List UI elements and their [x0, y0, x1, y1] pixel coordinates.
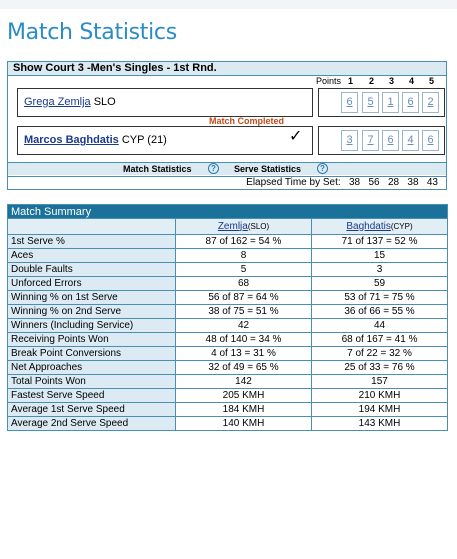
stat-label: Unforced Errors	[8, 277, 176, 291]
stat-value-player-2: 53 of 71 = 75 %	[312, 291, 448, 305]
table-row	[8, 333, 448, 347]
player-1-set-1[interactable]: 6	[341, 92, 358, 113]
stat-value-player-1: 140 KMH	[176, 417, 312, 431]
table-row	[8, 291, 448, 305]
table-row	[8, 277, 448, 291]
stat-label: Winning % on 2nd Serve	[8, 305, 176, 319]
elapsed-set-3: 28	[387, 177, 400, 188]
player-1-country: SLO	[93, 96, 116, 108]
match-header: Show Court 3 -Men's Singles - 1st Rnd.	[8, 62, 446, 76]
elapsed-time-row	[8, 176, 446, 189]
set-number-5: 5	[429, 76, 435, 86]
stat-value-player-1: 87 of 162 = 54 %	[176, 235, 312, 249]
stats-links-bar	[8, 162, 446, 175]
summary-player-1	[176, 219, 312, 235]
match-stats-help-icon[interactable]: ?	[208, 163, 219, 174]
elapsed-set-5: 43	[426, 177, 438, 188]
player-2-set-2[interactable]: 7	[362, 130, 379, 151]
summary-header-row	[8, 205, 448, 219]
match-statistics-link[interactable]: Match Statistics	[123, 164, 192, 174]
table-row	[8, 263, 448, 277]
player-2-country: CYP (21)	[121, 134, 167, 146]
table-row	[8, 319, 448, 333]
table-row	[8, 347, 448, 361]
winner-check-icon: ✓	[289, 128, 303, 145]
serve-statistics-link[interactable]: Serve Statistics	[234, 164, 302, 174]
player-1-set-3[interactable]: 1	[382, 92, 399, 113]
stat-value-player-1: 184 KMH	[176, 403, 312, 417]
player-2-set-3[interactable]: 6	[382, 130, 399, 151]
set-number-2: 2	[369, 76, 375, 86]
summary-player-2	[312, 219, 448, 235]
stat-label: Total Points Won	[8, 375, 176, 389]
summary-player-row	[8, 219, 448, 235]
stat-value-player-2: 71 of 137 = 52 %	[312, 235, 448, 249]
stat-value-player-1: 4 of 13 = 31 %	[176, 347, 312, 361]
stat-value-player-2: 36 of 66 = 55 %	[312, 305, 448, 319]
stat-value-player-1: 68	[176, 277, 312, 291]
stat-value-player-2: 44	[312, 319, 448, 333]
stat-value-player-2: 210 KMH	[312, 389, 448, 403]
player-1-set-2[interactable]: 5	[362, 92, 379, 113]
stat-value-player-2: 68 of 167 = 41 %	[312, 333, 448, 347]
stat-value-player-1: 38 of 75 = 51 %	[176, 305, 312, 319]
match-status: Match Completed	[209, 116, 285, 126]
serve-stats-help-icon[interactable]: ?	[317, 163, 328, 174]
stat-value-player-2: 7 of 22 = 32 %	[312, 347, 448, 361]
player-2-link[interactable]: Marcos Baghdatis	[24, 134, 119, 146]
summary-player-1-country: (SLO)	[247, 221, 270, 231]
summary-player-2-country: (CYP)	[390, 221, 413, 231]
elapsed-set-4: 38	[407, 177, 419, 188]
player-1-scores	[318, 88, 445, 117]
stat-label: Receiving Points Won	[8, 333, 176, 347]
stat-label: 1st Serve %	[8, 235, 176, 249]
page-title: Match Statistics	[7, 20, 177, 45]
player-1-link[interactable]: Grega Zemlja	[24, 96, 91, 108]
table-row	[8, 417, 448, 431]
top-bar	[0, 0, 457, 9]
stat-label: Winning % on 1st Serve	[8, 291, 176, 305]
stat-value-player-1: 142	[176, 375, 312, 389]
table-row	[8, 305, 448, 319]
match-summary-table	[7, 204, 448, 431]
player-1-set-4[interactable]: 6	[402, 92, 419, 113]
set-number-1: 1	[348, 76, 354, 86]
player-1-set-5[interactable]: 2	[422, 92, 439, 113]
stat-value-player-1: 205 KMH	[176, 389, 312, 403]
set-number-3: 3	[389, 76, 395, 86]
stat-value-player-1: 48 of 140 = 34 %	[176, 333, 312, 347]
stat-value-player-2: 59	[312, 277, 448, 291]
player-2-set-1[interactable]: 3	[341, 130, 358, 151]
summary-title: Match Summary	[8, 205, 448, 219]
set-number-4: 4	[409, 76, 415, 86]
stat-label: Double Faults	[8, 263, 176, 277]
match-scoreboard	[7, 61, 447, 190]
stat-value-player-1: 5	[176, 263, 312, 277]
player-2-scores	[318, 126, 445, 155]
stat-value-player-2: 25 of 33 = 76 %	[312, 361, 448, 375]
player-2-set-4[interactable]: 4	[402, 130, 419, 151]
table-row	[8, 249, 448, 263]
stat-value-player-1: 42	[176, 319, 312, 333]
points-label: Points	[316, 76, 342, 86]
elapsed-label: Elapsed Time by Set:	[246, 177, 341, 188]
elapsed-set-2: 56	[368, 177, 380, 188]
stat-label: Average 1st Serve Speed	[8, 403, 176, 417]
stat-label: Average 2nd Serve Speed	[8, 417, 176, 431]
stat-label: Net Approaches	[8, 361, 176, 375]
stat-value-player-1: 8	[176, 249, 312, 263]
stat-label: Break Point Conversions	[8, 347, 176, 361]
table-row	[8, 235, 448, 249]
stat-value-player-2: 3	[312, 263, 448, 277]
stat-value-player-1: 32 of 49 = 65 %	[176, 361, 312, 375]
summary-player-2-link[interactable]: Baghdatis	[346, 220, 391, 232]
stat-value-player-2: 157	[312, 375, 448, 389]
stat-label: Winners (Including Service)	[8, 319, 176, 333]
elapsed-set-1: 38	[349, 177, 361, 188]
summary-corner	[8, 219, 176, 235]
table-row	[8, 403, 448, 417]
player-2-set-5[interactable]: 6	[422, 130, 439, 151]
player-row-2	[17, 126, 313, 155]
table-row	[8, 375, 448, 389]
stat-value-player-2: 143 KMH	[312, 417, 448, 431]
stat-value-player-1: 56 of 87 = 64 %	[176, 291, 312, 305]
summary-player-1-link[interactable]: Zemlja	[217, 220, 248, 232]
stat-value-player-2: 194 KMH	[312, 403, 448, 417]
player-row-1	[17, 88, 313, 117]
stat-label: Fastest Serve Speed	[8, 389, 176, 403]
table-row	[8, 361, 448, 375]
stat-label: Aces	[8, 249, 176, 263]
table-row	[8, 389, 448, 403]
stat-value-player-2: 15	[312, 249, 448, 263]
